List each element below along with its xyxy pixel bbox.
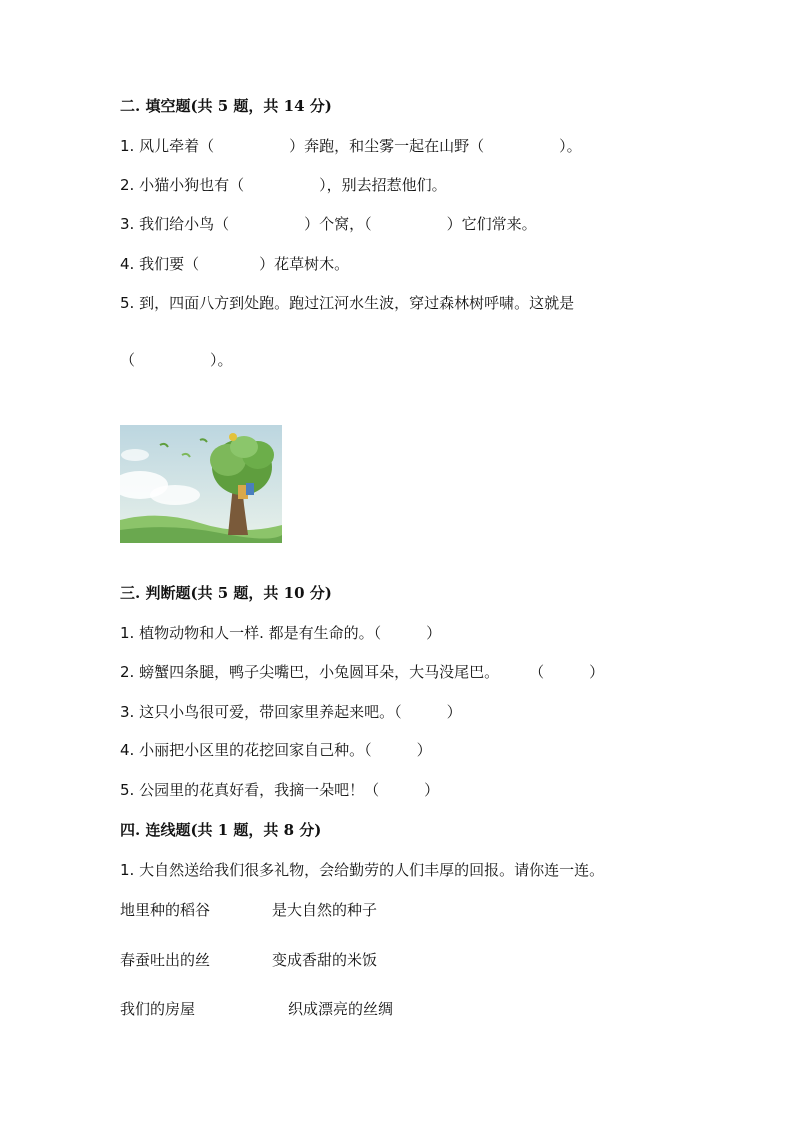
section4-heading: 四. 连线题(共 1 题，共 8 分) [120, 821, 322, 839]
judge-question-5: 5. 公园里的花真好看，我摘一朵吧！（ ） [120, 781, 440, 799]
section2-heading: 二. 填空题(共 5 题，共 14 分) [120, 97, 332, 115]
tree-image-icon [120, 425, 282, 543]
match-left-item: 我们的房屋 [120, 1000, 196, 1018]
match-right-item: 是大自然的种子 [272, 901, 378, 919]
judge-question-1: 1. 植物动物和人一样. 都是有生命的。（ ） [120, 624, 442, 642]
judge-question-3: 3. 这只小鸟很可爱，带回家里养起来吧。（ ） [120, 703, 462, 721]
match-left-item: 地里种的稻谷 [120, 901, 211, 919]
fill-question-5-line1: 5. 到，四面八方到处跑。跑过江河水生波，穿过森林树呼啸。这就是 [120, 294, 575, 312]
judge-question-2: 2. 螃蟹四条腿，鸭子尖嘴巴，小兔圆耳朵，大马没尾巴。 （ ） [120, 663, 605, 681]
section3-heading: 三. 判断题(共 5 题，共 10 分) [120, 584, 332, 602]
fill-question-1: 1. 风儿牵着（ ）奔跑，和尘雾一起在山野（ ）。 [120, 137, 582, 155]
fill-question-3: 3. 我们给小鸟（ ）个窝，（ ）它们常来。 [120, 215, 537, 233]
match-question-1: 1. 大自然送给我们很多礼物，会给勤劳的人们丰厚的回报。请你连一连。 [120, 861, 605, 879]
match-left-item: 春蚕吐出的丝 [120, 951, 211, 969]
fill-question-4: 4. 我们要（ ）花草树木。 [120, 255, 350, 273]
match-right-item: 织成漂亮的丝绸 [288, 1000, 394, 1018]
match-right-item: 变成香甜的米饭 [272, 951, 378, 969]
fill-question-2: 2. 小猫小狗也有（ ），别去招惹他们。 [120, 176, 447, 194]
tree-illustration [120, 425, 282, 543]
judge-question-4: 4. 小丽把小区里的花挖回家自己种。（ ） [120, 741, 432, 759]
fill-question-5-line2: （ ）。 [120, 351, 233, 369]
